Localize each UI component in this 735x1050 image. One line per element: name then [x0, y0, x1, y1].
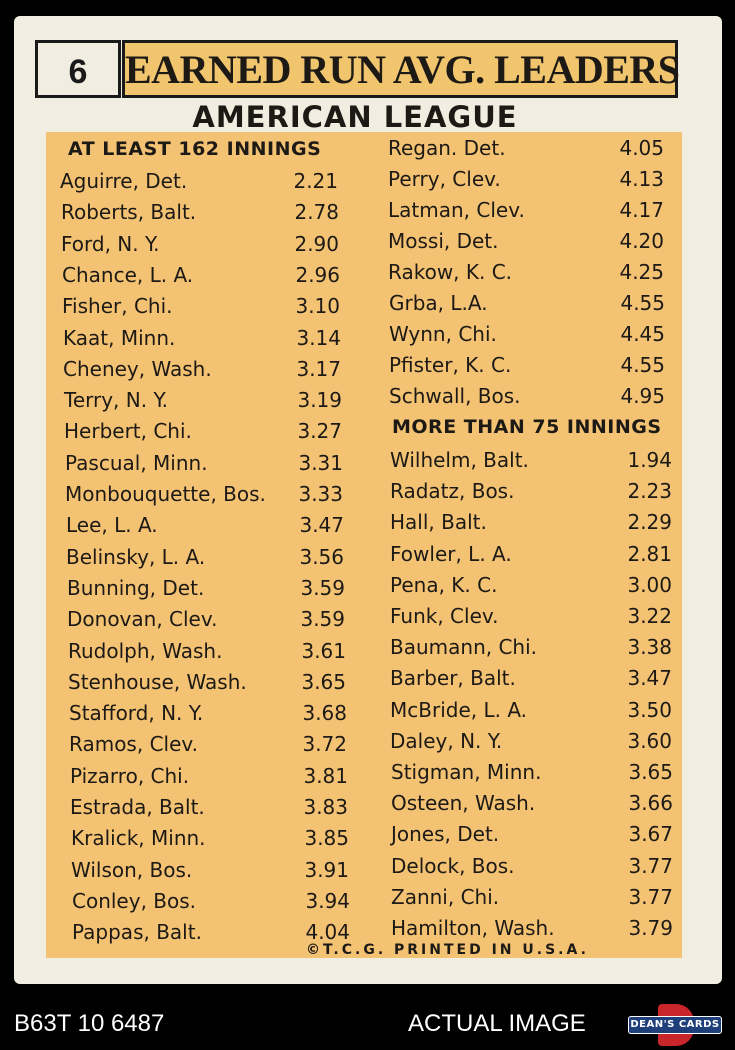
era-value: 3.47: [299, 513, 344, 538]
league-heading: AMERICAN LEAGUE: [192, 100, 518, 134]
left-heading: AT LEAST 162 INNINGS: [68, 138, 322, 160]
player-name: Pena, K. C.: [390, 572, 498, 597]
player-name: Estrada, Balt.: [70, 795, 205, 819]
era-value: 3.56: [299, 544, 344, 569]
era-value: 3.72: [302, 732, 347, 757]
right-heading: MORE THAN 75 INNINGS: [392, 416, 662, 438]
player-name: Wilson, Bos.: [71, 857, 193, 882]
era-value: 3.38: [627, 635, 672, 660]
player-name: Perry, Clev.: [388, 167, 501, 191]
logo-text: DEAN'S CARDS: [628, 1016, 722, 1034]
era-value: 3.59: [300, 575, 345, 600]
player-name: Fowler, L. A.: [390, 541, 512, 566]
era-value: 3.65: [628, 760, 673, 784]
era-value: 3.68: [302, 701, 347, 726]
era-value: 3.10: [295, 294, 340, 319]
player-name: Kralick, Minn.: [71, 826, 206, 851]
era-value: 3.19: [297, 388, 342, 413]
inventory-code: B63T 10 6487: [14, 1010, 165, 1037]
actual-image-label: ACTUAL IMAGE: [408, 1010, 586, 1037]
era-value: 3.59: [300, 607, 345, 632]
player-name: Ford, N. Y.: [61, 231, 160, 256]
player-name: Funk, Clev.: [390, 604, 499, 628]
player-name: Baumann, Chi.: [390, 635, 538, 660]
player-name: Rudolph, Wash.: [68, 638, 223, 663]
player-name: Chance, L. A.: [62, 262, 194, 287]
era-value: 3.60: [627, 728, 672, 753]
era-value: 3.31: [298, 450, 343, 475]
player-name: Lee, L. A.: [66, 513, 158, 538]
deans-cards-logo: [628, 1004, 722, 1046]
era-value: 2.96: [295, 262, 340, 287]
era-value: 3.65: [301, 669, 346, 694]
era-value: 2.78: [294, 200, 339, 225]
era-value: 2.81: [627, 541, 672, 566]
player-name: Bunning, Det.: [67, 575, 205, 600]
player-name: Jones, Det.: [391, 822, 500, 847]
player-name: Rakow, K. C.: [388, 260, 513, 284]
era-value: 4.55: [620, 291, 665, 315]
era-value: 4.95: [620, 384, 665, 408]
player-name: Schwall, Bos.: [389, 384, 521, 408]
era-value: 4.25: [619, 260, 664, 284]
player-name: McBride, L. A.: [390, 697, 528, 722]
copyright-line: ©T.C.G. PRINTED IN U.S.A.: [306, 942, 589, 958]
era-value: 4.04: [305, 920, 350, 945]
card-number: 6: [35, 40, 121, 98]
era-value: 3.61: [301, 638, 346, 663]
era-value: 3.83: [303, 795, 348, 819]
era-value: 4.45: [620, 322, 665, 346]
era-value: 3.81: [303, 763, 348, 788]
player-name: Terry, N. Y.: [64, 388, 168, 413]
player-name: Mossi, Det.: [388, 229, 499, 253]
player-name: Roberts, Balt.: [61, 200, 197, 225]
era-value: 2.23: [627, 479, 672, 504]
era-value: 3.14: [296, 325, 341, 350]
era-value: 3.00: [627, 572, 672, 597]
era-value: 3.94: [305, 888, 350, 913]
player-name: Hall, Balt.: [390, 510, 487, 535]
player-name: Latman, Clev.: [388, 198, 525, 222]
player-name: Cheney, Wash.: [63, 356, 212, 381]
player-name: Stigman, Minn.: [391, 760, 542, 784]
player-name: Pascual, Minn.: [65, 450, 208, 475]
player-name: Stenhouse, Wash.: [68, 669, 247, 694]
player-name: Delock, Bos.: [391, 853, 515, 878]
card-title: EARNED RUN AVG. LEADERS: [122, 40, 678, 98]
era-value: 4.20: [619, 229, 664, 253]
era-value: 3.27: [297, 419, 342, 444]
player-name: Kaat, Minn.: [63, 325, 176, 350]
era-value: 3.33: [298, 482, 343, 506]
player-name: Pizarro, Chi.: [70, 763, 190, 788]
era-value: 3.77: [628, 884, 673, 909]
era-value: 2.29: [627, 510, 672, 535]
player-name: Barber, Balt.: [390, 666, 516, 691]
player-name: Stafford, N. Y.: [69, 701, 204, 726]
era-value: 3.47: [627, 666, 672, 691]
player-name: Conley, Bos.: [72, 888, 197, 913]
era-value: 4.55: [620, 353, 665, 377]
era-value: 4.17: [619, 198, 664, 222]
player-name: Hamilton, Wash.: [391, 916, 555, 940]
era-value: 3.91: [304, 857, 349, 882]
player-name: Wilhelm, Balt.: [390, 448, 529, 472]
era-value: 2.90: [294, 231, 339, 256]
era-value: 4.13: [619, 167, 664, 191]
era-value: 3.85: [304, 826, 349, 851]
player-name: Pfister, K. C.: [389, 353, 512, 377]
player-name: Wynn, Chi.: [389, 322, 497, 346]
player-name: Grba, L.A.: [389, 291, 488, 315]
era-value: 3.79: [628, 916, 673, 940]
era-value: 3.77: [628, 853, 673, 878]
era-value: 4.05: [619, 136, 664, 160]
player-name: Donovan, Clev.: [67, 607, 218, 632]
player-name: Daley, N. Y.: [390, 728, 503, 753]
era-value: 3.22: [627, 604, 672, 628]
player-name: Ramos, Clev.: [69, 732, 199, 757]
era-value: 3.50: [627, 697, 672, 722]
era-value: 2.21: [293, 169, 338, 193]
player-name: Regan. Det.: [388, 136, 506, 160]
player-name: Radatz, Bos.: [390, 479, 515, 504]
player-name: Belinsky, L. A.: [66, 544, 206, 569]
era-value: 1.94: [627, 448, 672, 472]
player-name: Zanni, Chi.: [391, 884, 500, 909]
era-value: 3.67: [628, 822, 673, 847]
player-name: Pappas, Balt.: [72, 920, 202, 945]
era-value: 3.17: [296, 356, 341, 381]
player-name: Osteen, Wash.: [391, 791, 536, 816]
player-name: Fisher, Chi.: [62, 294, 173, 319]
player-name: Aguirre, Det.: [60, 169, 188, 193]
player-name: Monbouquette, Bos.: [65, 482, 266, 506]
player-name: Herbert, Chi.: [64, 419, 192, 444]
era-value: 3.66: [628, 791, 673, 816]
